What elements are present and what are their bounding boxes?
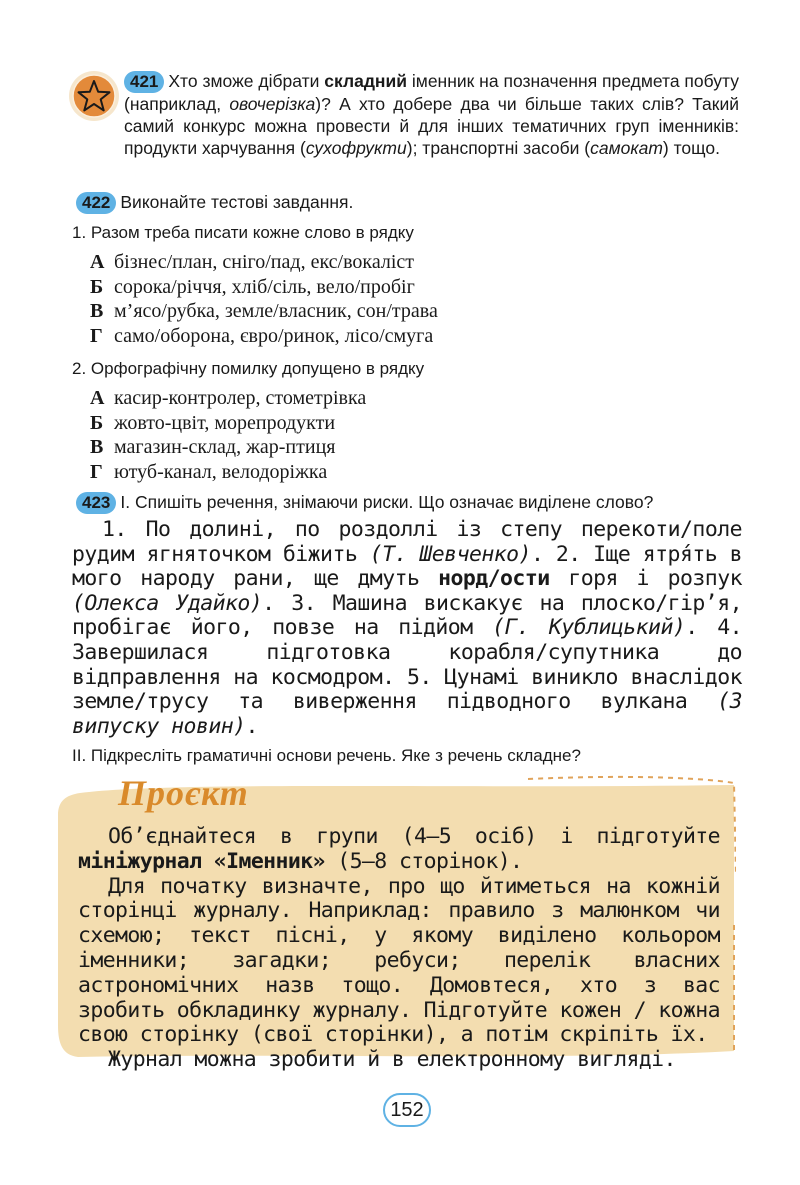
options-list-2 bbox=[90, 386, 742, 484]
example-word: самокат bbox=[590, 138, 663, 158]
option-letter: А bbox=[90, 251, 105, 273]
sentence: горя і розпук bbox=[549, 566, 742, 592]
bold-term: мініжурнал «Іменник» bbox=[78, 848, 325, 874]
project-paragraph bbox=[78, 825, 720, 875]
option-letter: Б bbox=[90, 411, 104, 434]
task-text: ) тощо. bbox=[662, 138, 720, 158]
option-text: жовто-цвіт, морепродукти bbox=[114, 411, 336, 434]
author: (Олекса Удайко) bbox=[72, 590, 263, 616]
task-text: ); транспортні засоби ( bbox=[406, 138, 591, 158]
task-number-badge: 423 bbox=[76, 492, 116, 514]
task-421 bbox=[124, 70, 739, 159]
example-word: овочерізка bbox=[229, 94, 316, 114]
option-letter: Г bbox=[90, 324, 103, 347]
option-row bbox=[90, 324, 742, 349]
option-row bbox=[90, 299, 742, 324]
option-text: касир-контролер, стометрівка bbox=[114, 387, 367, 409]
author: (Г. Кублицький) bbox=[492, 615, 686, 641]
exercise-text bbox=[72, 518, 742, 739]
page-number: 152 bbox=[383, 1093, 431, 1127]
source: (З випуску новин) bbox=[72, 689, 742, 739]
project-title: Проєкт bbox=[118, 773, 249, 813]
option-letter: А bbox=[90, 387, 105, 409]
task-text: іменник на позначення предмета побуту (наприклад, bbox=[124, 71, 739, 114]
sentence: . 3. Машина вискакує на плоско/гір’я, пробігає його, повзе на підйом bbox=[72, 590, 742, 641]
option-row bbox=[90, 386, 742, 411]
option-row bbox=[90, 250, 742, 275]
task-text: Хто зможе дібрати bbox=[168, 71, 325, 91]
task-instruction: Виконайте тестові завдання. bbox=[120, 192, 354, 212]
sentence: . 4. Завершилася підготовка корабля/супутника до відправлення на космодром. 5. Цунамі виникло внаслідок земле/трусу та виверження підводного вулкана bbox=[72, 615, 743, 715]
task-422 bbox=[72, 191, 742, 484]
option-text: само/оборона, євро/ринок, лісо/смуга bbox=[114, 324, 434, 347]
example-word: сухофрукти bbox=[305, 138, 407, 158]
option-letter: Г bbox=[90, 460, 103, 483]
task-text: )? А хто добере два чи більше таких слів? Такий самий конкурс можна провести й для інших тематичних груп іменників: продукти харчування ( bbox=[124, 94, 739, 158]
paragraph-text: Об’єднайтеся в групи (4–5 осіб) і підготуйте bbox=[108, 824, 720, 849]
highlighted-word: норд/ости bbox=[438, 566, 550, 592]
sentence: . 2. Іще ятря́ть в мого народу рани, ще дмуть bbox=[72, 541, 743, 592]
project-paragraph: Журнал можна зробити й в електронному вигляді. bbox=[108, 1047, 676, 1073]
task-instruction-2: ІІ. Підкресліть граматичні основи речень. Яке з речень складне? bbox=[72, 746, 581, 766]
option-row bbox=[90, 275, 742, 300]
sentence: 1. По долині, по роздоллі із степу перекоти/поле рудим ягняточком біжить bbox=[72, 517, 742, 567]
project-paragraph: Для початку визначте, про що йтиметься на кожній сторінці журналу. Наприклад: правило з малюнком чи схемою; текст пісні, у якому виділено кольором іменники; загадки; ребуси; перелік власних астрономічних назв тощо. Домовтеся, хто з вас зробить обкладинку журналу. Підготуйте кожен / кожна свою сторінку (свої сторінки), а потім скріпіть їх. bbox=[78, 873, 720, 1048]
option-text: ютуб-канал, велодоріжка bbox=[114, 460, 328, 483]
test-question-1: 1. Разом треба писати кожне слово в рядку bbox=[72, 223, 414, 242]
option-row bbox=[90, 435, 742, 460]
option-text: сорока/річчя, хліб/сіль, вело/пробіг bbox=[114, 275, 415, 298]
option-row bbox=[90, 411, 742, 436]
task-number-badge: 421 bbox=[124, 71, 164, 93]
option-letter: В bbox=[90, 300, 104, 322]
option-letter: Б bbox=[90, 275, 104, 298]
paragraph-text: (5–8 сторінок). bbox=[324, 848, 523, 874]
sentence: . bbox=[245, 713, 258, 739]
bold-term: складний bbox=[324, 71, 408, 91]
task-number-badge: 422 bbox=[76, 192, 116, 214]
option-text: бізнес/план, сніго/пад, екс/вокаліст bbox=[114, 251, 415, 273]
option-row bbox=[90, 460, 742, 485]
star-icon bbox=[68, 70, 120, 122]
task-instruction: І. Спишіть речення, знімаючи риски. Що означає виділене слово? bbox=[120, 492, 654, 512]
options-list-1 bbox=[90, 250, 742, 348]
option-text: магазин-склад, жар-птиця bbox=[114, 436, 336, 458]
option-text: м’ясо/рубка, земле/власник, сон/трава bbox=[114, 300, 438, 322]
project-text bbox=[78, 825, 720, 1073]
test-question-2: 2. Орфографічну помилку допущено в рядку bbox=[72, 359, 425, 378]
option-letter: В bbox=[90, 436, 104, 458]
author: (Т. Шевченко) bbox=[369, 541, 531, 567]
task-423 bbox=[72, 491, 742, 767]
